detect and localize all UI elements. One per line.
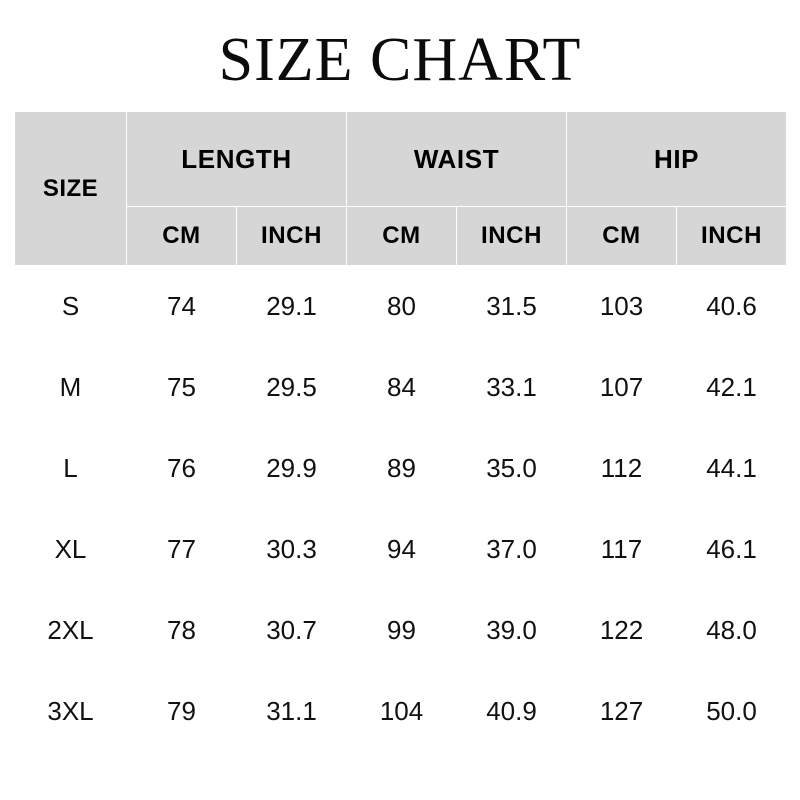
cell-hip-cm: 122: [567, 590, 677, 671]
cell-hip-cm: 117: [567, 509, 677, 590]
cell-size: 3XL: [15, 671, 127, 752]
cell-length-inch: 29.5: [237, 347, 347, 428]
cell-waist-cm: 84: [347, 347, 457, 428]
cell-hip-cm: 107: [567, 347, 677, 428]
cell-waist-inch: 31.5: [457, 266, 567, 347]
cell-hip-inch: 44.1: [677, 428, 787, 509]
table-row: [15, 347, 787, 428]
cell-size: XL: [15, 509, 127, 590]
cell-hip-inch: 42.1: [677, 347, 787, 428]
table-row: [15, 590, 787, 671]
column-header-hip-inch: INCH: [677, 207, 787, 266]
cell-hip-cm: 103: [567, 266, 677, 347]
table-row: [15, 266, 787, 347]
cell-length-cm: 79: [127, 671, 237, 752]
column-group-hip: HIP: [567, 112, 787, 207]
table-body: [15, 266, 787, 752]
cell-length-inch: 30.3: [237, 509, 347, 590]
cell-waist-cm: 80: [347, 266, 457, 347]
cell-waist-inch: 35.0: [457, 428, 567, 509]
column-header-waist-cm: CM: [347, 207, 457, 266]
column-group-length: LENGTH: [127, 112, 347, 207]
cell-waist-inch: 37.0: [457, 509, 567, 590]
cell-size: M: [15, 347, 127, 428]
page-title: SIZE CHART: [218, 26, 582, 94]
cell-hip-inch: 40.6: [677, 266, 787, 347]
cell-hip-inch: 50.0: [677, 671, 787, 752]
table-header-row-units: [15, 207, 787, 266]
column-header-waist-inch: INCH: [457, 207, 567, 266]
cell-hip-inch: 46.1: [677, 509, 787, 590]
column-header-length-inch: INCH: [237, 207, 347, 266]
column-header-size: SIZE: [15, 112, 127, 266]
cell-waist-cm: 89: [347, 428, 457, 509]
cell-length-cm: 77: [127, 509, 237, 590]
cell-waist-cm: 94: [347, 509, 457, 590]
cell-hip-inch: 48.0: [677, 590, 787, 671]
cell-length-inch: 29.9: [237, 428, 347, 509]
cell-length-inch: 29.1: [237, 266, 347, 347]
cell-length-cm: 74: [127, 266, 237, 347]
cell-length-cm: 76: [127, 428, 237, 509]
cell-hip-cm: 127: [567, 671, 677, 752]
table-row: [15, 428, 787, 509]
cell-waist-inch: 33.1: [457, 347, 567, 428]
column-group-waist: WAIST: [347, 112, 567, 207]
cell-length-cm: 78: [127, 590, 237, 671]
cell-length-cm: 75: [127, 347, 237, 428]
cell-size: S: [15, 266, 127, 347]
cell-length-inch: 30.7: [237, 590, 347, 671]
cell-size: 2XL: [15, 590, 127, 671]
size-table-container: [0, 111, 800, 752]
cell-length-inch: 31.1: [237, 671, 347, 752]
column-header-length-cm: CM: [127, 207, 237, 266]
table-row: [15, 671, 787, 752]
table-header-row-groups: [15, 112, 787, 207]
cell-size: L: [15, 428, 127, 509]
cell-waist-cm: 104: [347, 671, 457, 752]
cell-waist-inch: 39.0: [457, 590, 567, 671]
cell-hip-cm: 112: [567, 428, 677, 509]
cell-waist-cm: 99: [347, 590, 457, 671]
cell-waist-inch: 40.9: [457, 671, 567, 752]
table-row: [15, 509, 787, 590]
table-header: [15, 112, 787, 266]
size-chart-table: [14, 111, 787, 752]
column-header-hip-cm: CM: [567, 207, 677, 266]
